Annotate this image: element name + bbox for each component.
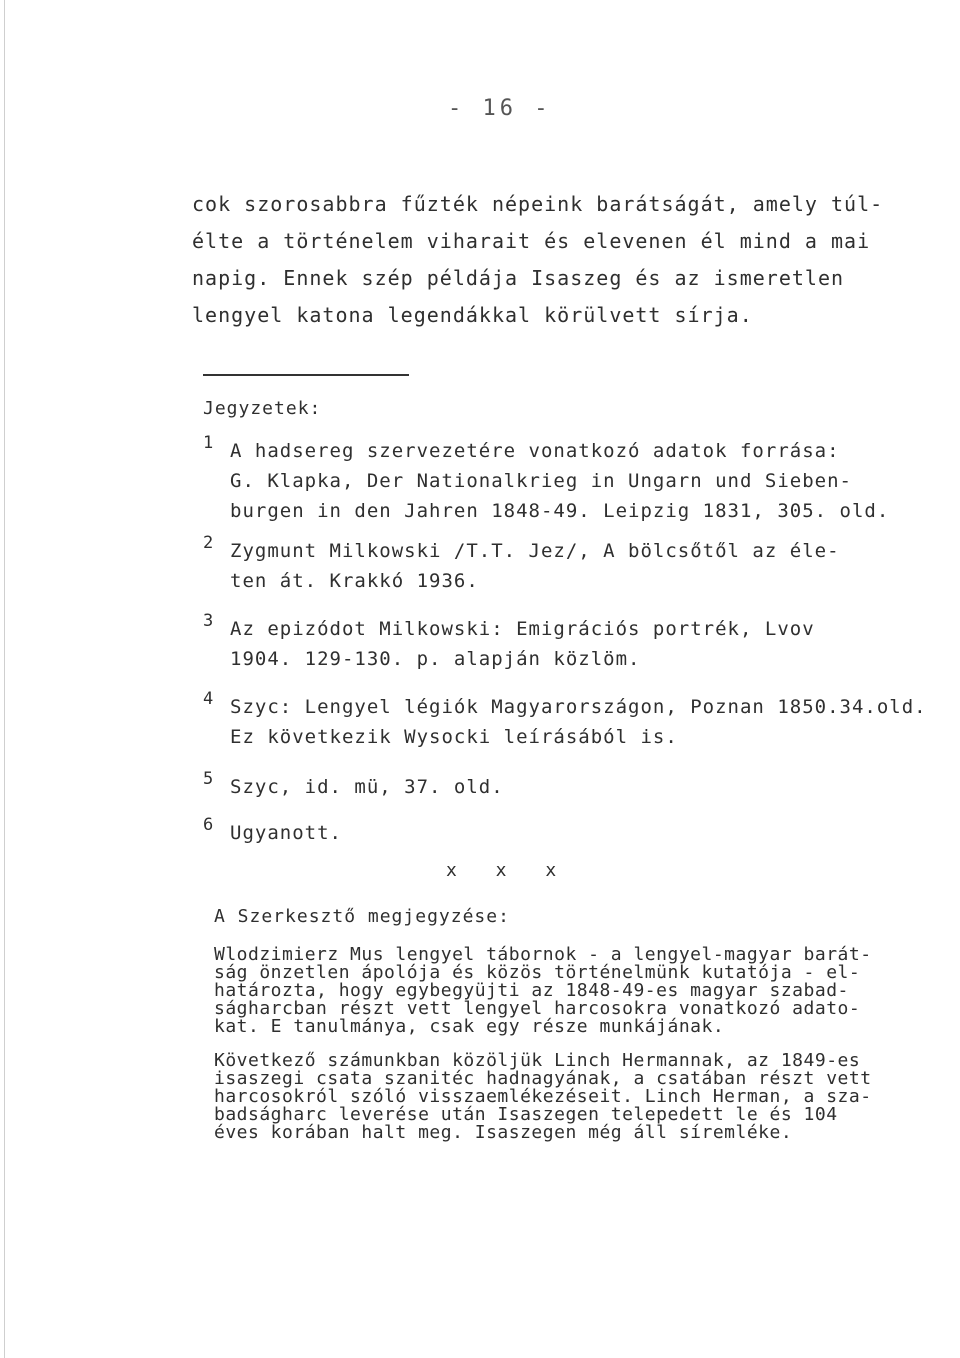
- editor-line: isaszegi csata szanitéc hadnagyának, a csatában részt vett: [214, 1068, 872, 1089]
- page-number: - 16 -: [448, 96, 552, 121]
- editor-line: kat. E tanulmánya, csak egy része munkájának.: [214, 1016, 725, 1037]
- footnote-3: [203, 611, 903, 674]
- footnote-line: G. Klapka, Der Nationalkrieg in Ungarn und Sieben-: [230, 470, 852, 492]
- editor-line: harcosokról szóló visszaemlékezéseit. Linch Herman, a sza-: [214, 1086, 872, 1107]
- footnote-line: Szyc, id. mü, 37. old.: [230, 776, 504, 798]
- footnote-number: 3: [203, 611, 215, 631]
- body-line: lengyel katona legendákkal körülvett sírja.: [192, 303, 753, 327]
- scan-edge-line: [4, 0, 5, 1358]
- footnote-6: [203, 815, 903, 848]
- body-paragraph: [192, 186, 892, 334]
- editor-line: ságharcban részt vett lengyel harcosokra vonatkozó adato-: [214, 998, 861, 1019]
- footnote-line: A hadsereg szervezetére vonatkozó adatok forrása:: [230, 440, 840, 462]
- footnote-line: ten át. Krakkó 1936.: [230, 570, 479, 592]
- footnote-number: 2: [203, 533, 215, 553]
- footnote-line: Ugyanott.: [230, 822, 342, 844]
- footnote-divider: [203, 374, 409, 376]
- footnote-line: burgen in den Jahren 1848-49. Leipzig 1831, 305. old.: [230, 500, 890, 522]
- editor-paragraph-1: [214, 946, 914, 1036]
- footnote-5: [203, 769, 903, 802]
- editor-line: Következő számunkban közöljük Linch Hermannak, az 1849-es: [214, 1050, 861, 1071]
- footnote-4: [203, 689, 927, 752]
- footnote-number: 4: [203, 689, 215, 709]
- body-line: élte a történelem viharait és elevenen él mind a mai: [192, 229, 871, 253]
- footnote-line: Szyc: Lengyel légiók Magyarországon, Poznan 1850.34.old.: [230, 696, 927, 718]
- footnote-line: Zygmunt Milkowski /T.T. Jez/, A bölcsőtől az éle-: [230, 540, 840, 562]
- footnote-line: 1904. 129-130. p. alapján közlöm.: [230, 648, 641, 670]
- footnote-number: 5: [203, 769, 215, 789]
- editor-line: ság önzetlen ápolója és közös történelmünk kutatója - el-: [214, 962, 861, 983]
- footnote-line: Az epizódot Milkowski: Emigrációs portrék, Lvov: [230, 618, 815, 640]
- footnote-number: 6: [203, 815, 215, 835]
- footnote-1: [203, 433, 903, 526]
- footnote-number: 1: [203, 433, 215, 453]
- notes-heading: Jegyzetek:: [203, 398, 322, 419]
- editor-paragraph-2: [214, 1052, 914, 1142]
- body-line: cok szorosabbra fűzték népeink barátságát, amely túl-: [192, 192, 884, 216]
- editor-line: Wlodzimierz Mus lengyel tábornok - a lengyel-magyar barát-: [214, 944, 872, 965]
- editor-line: badságharc leverése után Isaszegen telepedett le és 104: [214, 1104, 838, 1125]
- editor-note-heading: A Szerkesztő megjegyzése:: [214, 906, 510, 927]
- section-separator: x x x: [446, 860, 571, 881]
- footnote-line: Ez következik Wysocki leírásából is.: [230, 726, 678, 748]
- body-line: napig. Ennek szép példája Isaszeg és az ismeretlen: [192, 266, 845, 290]
- editor-line: határozta, hogy egybegyüjti az 1848-49-es magyar szabad-: [214, 980, 849, 1001]
- editor-line: éves korában halt meg. Isaszegen még áll síremléke.: [214, 1122, 793, 1143]
- footnote-2: [203, 533, 903, 596]
